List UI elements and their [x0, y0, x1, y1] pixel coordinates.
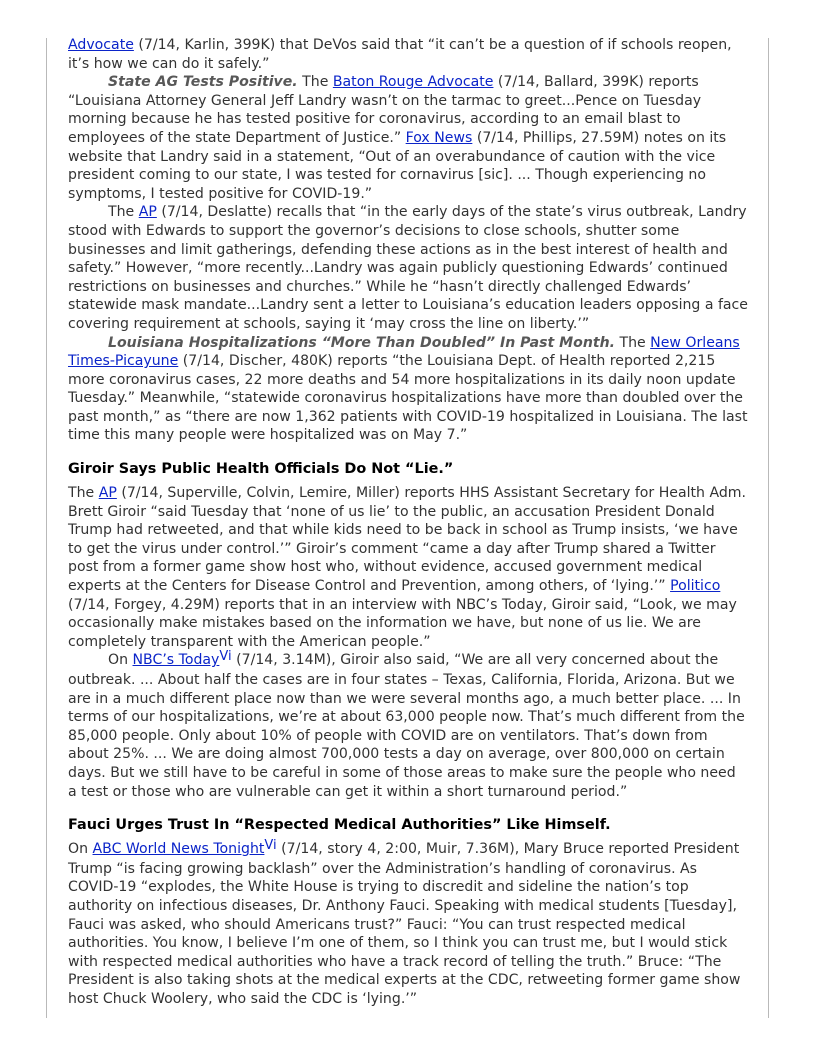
hospitalizations-paragraph: Louisiana Hospitalizations “More Than Doubled” In Past Month. The New Orleans Times-Picayune (7/14, Discher, 480K) reports “the Louisiana Dept. of Health reported 2,215 more coronavirus cases, 22 more deaths and 54 more hospitalizations in its daily noon update Tuesday.” Meanwhile, “statewide coronavirus hospitalizations have more than doubled over the past month,” as “there are now 1,362 patients with COVID-19 hospitalized in Louisiana. The last time this many people were hospitalized was on May 7.” — [68, 334, 748, 444]
right-margin-rule — [768, 38, 769, 1018]
giroir-nbc-paragraph: On NBC’s TodayVi (7/14, 3.14M), Giroir also said, “We are all very concerned about the outbreak. ... About half the cases are in four states – Texas, California, Florida, Arizona. But we are in a much different place now than we were several months ago, a much better place. ... In terms of our hospitalizations, we’re at about 63,000 people now. That’s much different from the 85,000 people. Only about 10% of people with COVID are on ventilators. That’s down from about 25%. ... We are doing almost 700,000 tests a day on average, over 800,000 on certain days. But we still have to be careful in some of those areas to make sure the people who need a test or those who are vulnerable can get it within a short turnaround period.” — [68, 649, 745, 800]
fauci-heading: Fauci Urges Trust In “Respected Medical Authorities” Like Himself. — [68, 817, 611, 834]
politico-link[interactable]: Politico — [670, 578, 721, 595]
nbc-today-link[interactable]: NBC’s Today — [132, 652, 220, 669]
hospitalizations-subhead: Louisiana Hospitalizations “More Than Doubled” In Past Month. — [108, 334, 615, 351]
baton-rouge-advocate-link[interactable]: Baton Rouge Advocate — [332, 74, 494, 91]
ap-superville-link[interactable]: AP — [98, 485, 117, 502]
giroir-ap-paragraph: The AP (7/14, Superville, Colvin, Lemire, Miller) reports HHS Assistant Secretary for Health Adm. Brett Giroir “said Tuesday that ‘none of us lie’ to the public, an accusation President Donald Trump had retweeted, and that while kids need to be back in school as Trump insists, ‘we have to get the virus under control.’” Giroir’s comment “came a day after Trump shared a Twitter post from a former game show host who, without evidence, accused government medical experts at the Centers for Disease Control and Prevention, among others, of ‘lying.’” Politico (7/14, Forgey, 4.29M) reports that in an interview with NBC’s Today, Giroir said, “Look, we may occasionally make mistakes based on the information we have, but none of us lie. We are completely transparent with the American people.” — [68, 485, 746, 650]
abc-world-news-link[interactable]: ABC World News Tonight — [92, 841, 265, 858]
state-ag-paragraph: State AG Tests Positive. The Baton Rouge Advocate (7/14, Ballard, 399K) reports “Louisiana Attorney General Jeff Landry wasn’t on the tarmac to greet...Pence on Tuesday morning because he has tested positive for coronavirus, according to an email blast to employees of the state Department of Justice.” Fox News (7/14, Phillips, 27.59M) notes on its website that Landry said in a statement, “Out of an overabundance of caution with the vice president coming to our state, I was tested for cornavirus [sic]. ... Though experiencing no symptoms, I tested positive for COVID-19.” — [68, 74, 727, 202]
abc-video-icon[interactable]: Vi — [264, 838, 277, 854]
fauci-abc-paragraph: On ABC World News TonightVi (7/14, story 4, 2:00, Muir, 7.36M), Mary Bruce reported President Trump “is facing growing backlash” over the Administration’s handling of coronavirus. As COVID-19 “explodes, the White House is trying to discredit and sideline the nation’s top authority on infectious diseases, Dr. Anthony Fauci. Speaking with medical students [Tuesday], Fauci was asked, who should Americans trust?” Fauci: “You can trust respected medical authorities. You know, I believe I’m one of them, so I think you can trust me, but I would stick with respected medical authorities who have a track record of telling the truth.” Bruce: “The President is also taking shots at the medical experts at the CDC, retweeting former game show host Chuck Woolery, who said the CDC is ‘lying.’” — [68, 838, 741, 1007]
giroir-heading: Giroir Says Public Health Officials Do Not “Lie.” — [68, 461, 454, 478]
state-ag-subhead: State AG Tests Positive. — [108, 74, 298, 91]
ap-link[interactable]: AP — [138, 204, 157, 221]
nbc-video-icon[interactable]: Vi — [219, 649, 232, 665]
left-margin-rule — [46, 38, 47, 1018]
advocate-link[interactable]: Advocate — [68, 37, 134, 53]
ap-landry-paragraph: The AP (7/14, Deslatte) recalls that “in the early days of the state’s virus outbreak, Landry stood with Edwards to support the governor’s decisions to close schools, shutter some businesses and limit gatherings, defending these actions as in the best interest of health and safety.” However, “more recently...Landry was again publicly questioning Edwards’ continued restrictions on businesses and churches.” While he “hasn’t directly challenged Edwards’ statewide mask mandate...Landry sent a letter to Louisiana’s education leaders opposing a face covering requirement at schools, saying it ‘may cross the line on liberty.’” — [68, 204, 748, 332]
devos-paragraph-end: Advocate (7/14, Karlin, 399K) that DeVos said that “it can’t be a question of if schools reopen, it’s how we can do it safely.” — [68, 37, 732, 72]
fox-news-link[interactable]: Fox News — [405, 129, 473, 146]
times-picayune-link[interactable]: New Orleans Times-Picayune — [68, 334, 740, 370]
article-body — [68, 36, 748, 1009]
